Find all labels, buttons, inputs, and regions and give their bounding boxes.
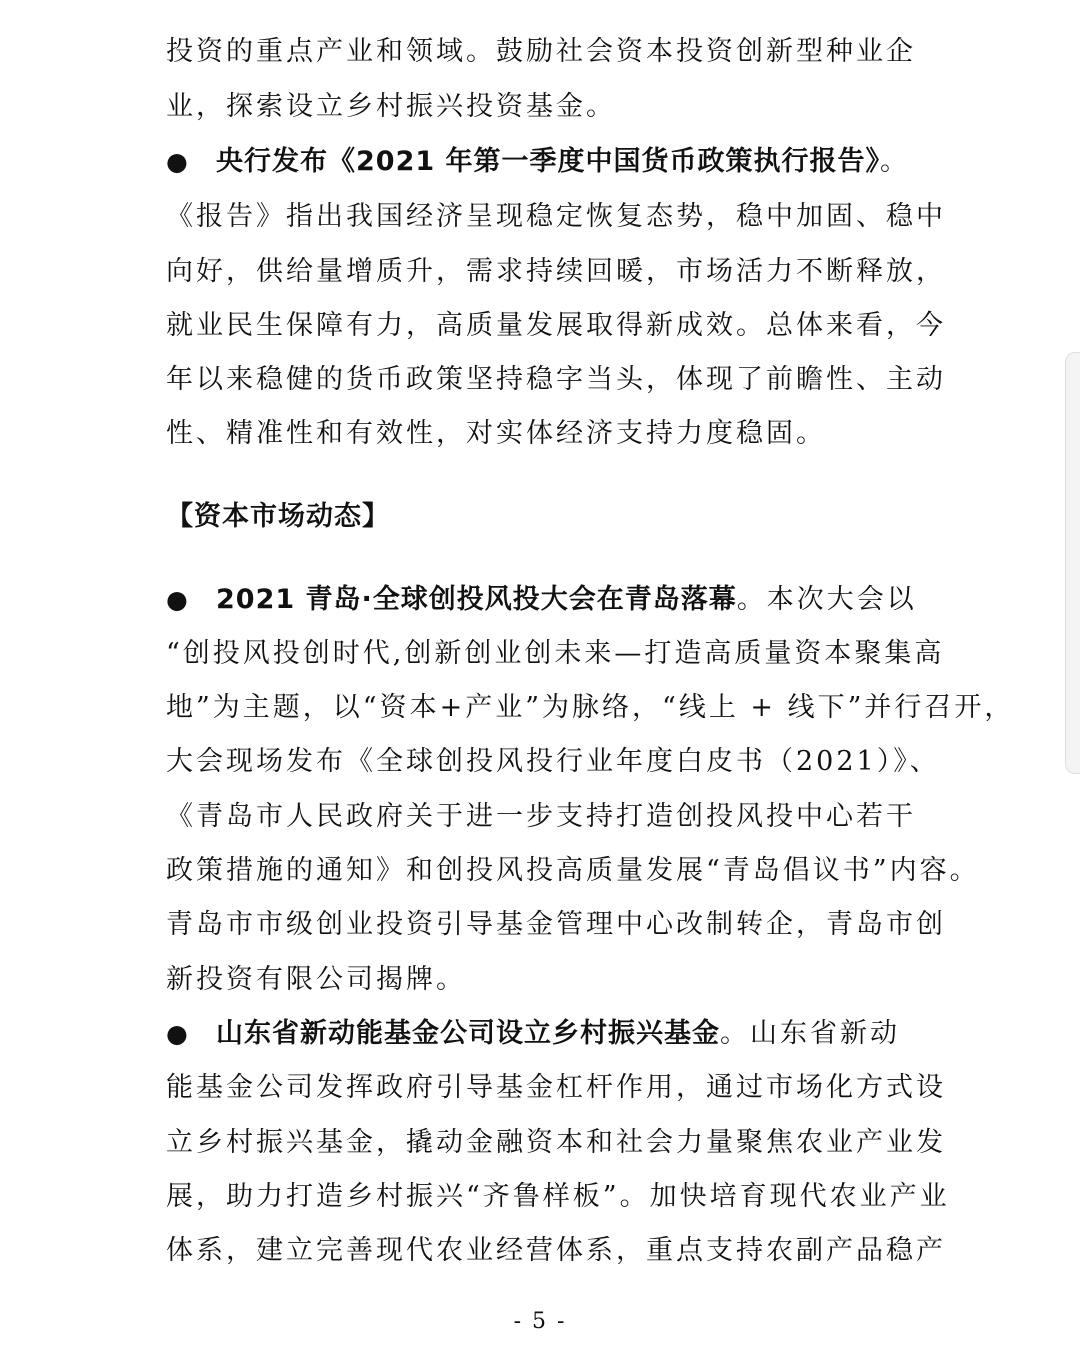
paragraph-line: 《报告》指出我国经济呈现稳定恢复态势，稳中加固、稳中 [166,201,946,232]
paragraph-line: 立乡村振兴基金，撬动金融资本和社会力量聚焦农业产业发 [166,1127,946,1158]
paragraph-line: 就业民生保障有力，高质量发展取得新成效。总体来看，今 [166,310,946,341]
bullet-item-qingdao-conference: ● 2021 青岛·全球创投风投大会在青岛落幕。本次大会以 [166,580,916,620]
paragraph-line: 投资的重点产业和领域。鼓励社会资本投资创新型种业企 [166,36,916,67]
bullet-title: 山东省新动能基金公司设立乡村振兴基金 [216,1018,720,1049]
paragraph-line: 展，助力打造乡村振兴“齐鲁样板”。加快培育现代农业产业 [166,1181,950,1212]
paragraph-line: 地”为主题，以“资本+产业”为脉络，“线上 + 线下”并行召开， [166,692,1015,723]
page-number: - 5 - [513,1309,567,1334]
paragraph-line: 大会现场发布《全球创投风投行业年度白皮书（2021）》、 [166,746,940,777]
paragraph-line: “创投风投创时代,创新创业创未来—打造高质量资本聚集高 [166,638,945,669]
bullet-item-shandong-fund: ● 山东省新动能基金公司设立乡村振兴基金。山东省新动 [166,1014,916,1054]
bullet-icon: ● [166,585,188,614]
paragraph-line: 业，探索设立乡村振兴投资基金。 [166,91,616,122]
bullet-icon: ● [166,147,188,176]
paragraph-line: 《青岛市人民政府关于进一步支持打造创投风投中心若干 [166,801,916,832]
paragraph-line: 年以来稳健的货币政策坚持稳字当头，体现了前瞻性、主动 [166,364,946,395]
paragraph-line: 能基金公司发挥政府引导基金杠杆作用，通过市场化方式设 [166,1072,946,1103]
paragraph-line: 青岛市市级创业投资引导基金管理中心改制转企，青岛市创 [166,909,946,940]
paragraph-line: 性、精准性和有效性，对实体经济支持力度稳固。 [166,418,826,449]
paragraph-line: 向好，供给量增质升，需求持续回暖，市场活力不断释放， [166,256,946,287]
paragraph-line: 体系，建立完善现代农业经营体系，重点支持农副产品稳产 [166,1235,946,1266]
paragraph-line: 新投资有限公司揭牌。 [166,964,466,995]
bullet-icon: ● [166,1019,188,1048]
paragraph-line: 政策措施的通知》和创投风投高质量发展“青岛倡议书”内容。 [166,855,980,886]
bullet-item-pboc-report: ● 央行发布《2021 年第一季度中国货币政策执行报告》。 [166,142,916,182]
scrollbar-handle[interactable] [1065,352,1080,774]
bullet-title: 央行发布《2021 年第一季度中国货币政策执行报告》 [216,146,881,177]
bullet-title: 2021 青岛·全球创投风投大会在青岛落幕 [216,584,737,615]
section-heading: 【资本市场动态】 [166,501,390,532]
